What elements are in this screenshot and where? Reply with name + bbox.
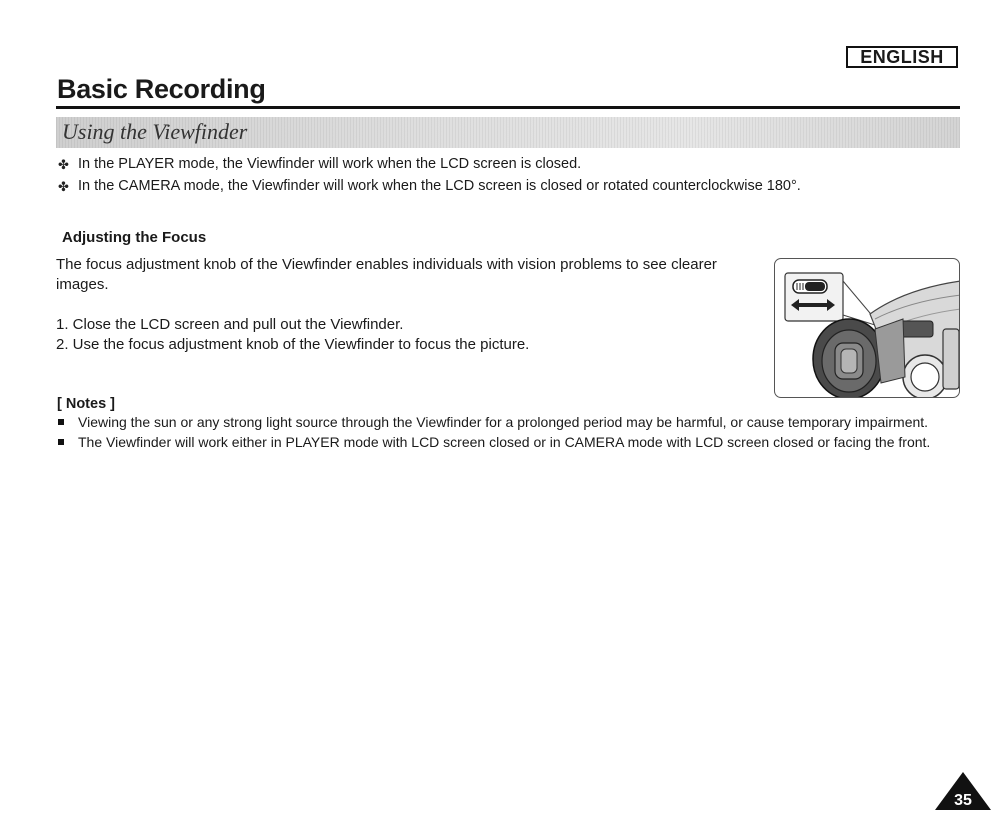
list-item [56,433,956,452]
list-item [56,413,956,432]
step-item: 2. Use the focus adjustment knob of the Viewfinder to focus the picture. [56,336,530,353]
focus-intro: The focus adjustment knob of the Viewfinder enables individuals with vision problems to see clearer images. [56,256,717,293]
list-item [56,153,801,175]
viewfinder-bullet-list [56,153,801,197]
square-bullet-icon [58,439,64,445]
bullet-text: In the PLAYER mode, the Viewfinder will work when the LCD screen is closed. [78,156,582,172]
triangle-page-icon [934,771,992,811]
diamond-bullet-icon: ✤ [58,157,69,172]
language-label: ENGLISH [846,46,958,68]
note-text: The Viewfinder will work either in PLAYER mode with LCD screen closed or in CAMERA mode with LCD screen closed or facing the front. [78,434,931,450]
list-item [56,175,801,197]
page-title: Basic Recording [57,74,266,104]
bullet-text: In the CAMERA mode, the Viewfinder will work when the LCD screen is closed or rotated counterclockwise 180°. [78,178,801,194]
step-item: 1. Close the LCD screen and pull out the Viewfinder. [56,316,404,333]
notes-list [56,413,956,453]
notes-heading: [ Notes ] [57,396,115,412]
camcorder-viewfinder-drawing [775,259,960,398]
square-bullet-icon [58,419,64,425]
focus-heading: Adjusting the Focus [62,229,207,246]
note-text: Viewing the sun or any strong light source through the Viewfinder for a prolonged period may be harmful, or cause temporary impairment. [78,414,929,430]
page-number: 35 [954,792,972,809]
viewfinder-focus-knob-illustration [774,258,960,398]
focus-steps [56,315,529,355]
diamond-bullet-icon: ✤ [58,179,69,194]
title-divider [56,106,960,109]
section-header-band [56,117,960,148]
section-title: Using the Viewfinder [62,119,248,144]
